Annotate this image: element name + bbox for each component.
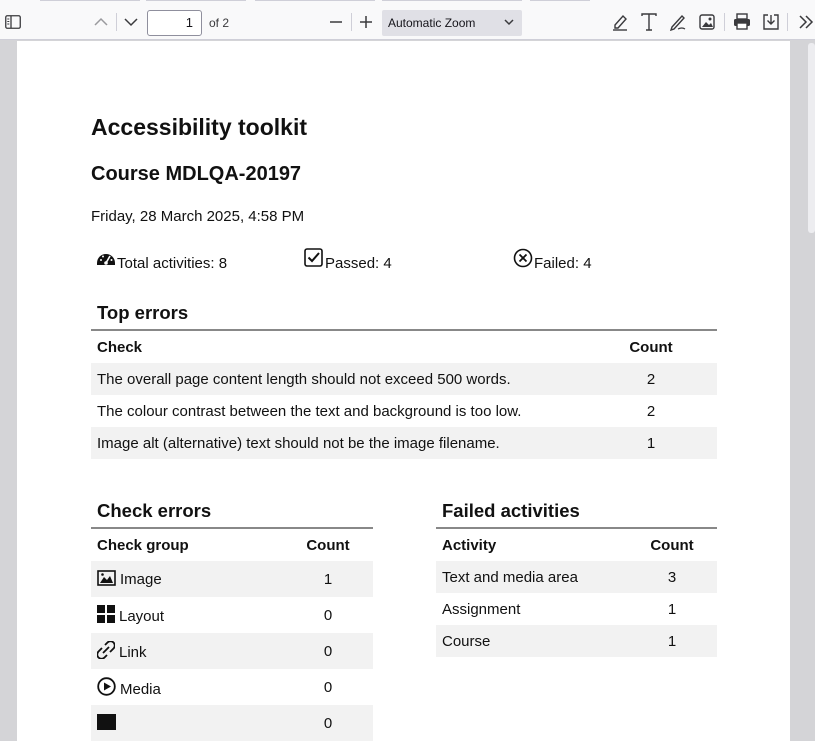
image-icon bbox=[97, 570, 116, 586]
activity-cell: Text and media area bbox=[436, 561, 627, 593]
table-row bbox=[91, 363, 717, 395]
text-button[interactable] bbox=[636, 9, 662, 35]
check-cell: The colour contrast between the text and background is too low. bbox=[91, 395, 585, 427]
toolbar-top-border bbox=[0, 0, 815, 5]
count-cell: 1 bbox=[283, 561, 373, 597]
count-cell: 2 bbox=[585, 395, 717, 427]
column-header-check-group: Check group bbox=[91, 528, 283, 561]
link-icon bbox=[97, 641, 115, 659]
toolbar-separator bbox=[724, 13, 725, 31]
column-header-count: Count bbox=[283, 528, 373, 561]
table-header-row bbox=[91, 330, 717, 363]
count-cell: 3 bbox=[627, 561, 717, 593]
scrollbar-thumb[interactable] bbox=[808, 43, 815, 233]
stat-failed bbox=[513, 248, 592, 272]
stat-total-label: Total activities: 8 bbox=[117, 255, 227, 272]
chevron-down-icon bbox=[504, 18, 514, 26]
sidebar-icon bbox=[5, 15, 21, 29]
failed-activities-title: Failed activities bbox=[442, 500, 580, 522]
check-group-cell bbox=[91, 561, 283, 597]
check-group-label: Link bbox=[119, 644, 147, 661]
check-errors-title: Check errors bbox=[97, 500, 211, 522]
print-button[interactable] bbox=[729, 9, 755, 35]
count-cell: 2 bbox=[585, 363, 717, 395]
highlight-button[interactable] bbox=[607, 9, 633, 35]
table-row bbox=[91, 705, 373, 741]
plus-icon bbox=[359, 15, 373, 29]
text-icon bbox=[641, 13, 657, 31]
stat-passed bbox=[304, 248, 392, 272]
stat-failed-label: Failed: 4 bbox=[534, 255, 592, 272]
count-cell: 1 bbox=[627, 593, 717, 625]
previous-page-button[interactable] bbox=[88, 9, 114, 35]
check-group-label: Media bbox=[120, 681, 161, 698]
zoom-select[interactable] bbox=[382, 10, 522, 36]
table-row bbox=[91, 395, 717, 427]
chevron-up-icon bbox=[94, 17, 108, 27]
check-errors-table bbox=[91, 527, 373, 741]
check-group-label: Layout bbox=[119, 608, 164, 625]
failed-activities-table bbox=[436, 527, 717, 657]
check-group-label: Image bbox=[120, 571, 162, 588]
activity-cell: Course bbox=[436, 625, 627, 657]
course-name: Course MDLQA-20197 bbox=[91, 163, 301, 186]
table-row bbox=[436, 561, 717, 593]
toolbar-separator bbox=[116, 13, 117, 31]
table-row bbox=[91, 561, 373, 597]
table-icon bbox=[97, 714, 116, 730]
top-errors-table bbox=[91, 329, 717, 459]
count-cell: 0 bbox=[283, 705, 373, 741]
more-tools-button[interactable] bbox=[793, 9, 815, 35]
table-header-row bbox=[91, 528, 373, 561]
table-row bbox=[91, 427, 717, 459]
gauge-icon bbox=[96, 248, 116, 268]
page-number-input[interactable]: 1 bbox=[147, 10, 202, 36]
column-header-activity: Activity bbox=[436, 528, 627, 561]
activity-cell: Assignment bbox=[436, 593, 627, 625]
toolbar-separator bbox=[787, 13, 788, 31]
sidebar-toggle-button[interactable] bbox=[0, 9, 26, 35]
x-circle-icon bbox=[513, 248, 533, 268]
double-chevron-right-icon bbox=[798, 15, 814, 29]
add-image-button[interactable] bbox=[694, 9, 720, 35]
check-group-cell bbox=[91, 669, 283, 705]
check-cell: The overall page content length should not exceed 500 words. bbox=[91, 363, 585, 395]
table-row bbox=[436, 625, 717, 657]
minus-icon bbox=[329, 15, 343, 29]
highlighter-icon bbox=[611, 13, 629, 31]
count-cell: 0 bbox=[283, 633, 373, 669]
download-icon bbox=[762, 13, 780, 31]
image-icon bbox=[699, 14, 715, 30]
count-cell: 1 bbox=[585, 427, 717, 459]
count-cell: 0 bbox=[283, 669, 373, 705]
count-cell: 0 bbox=[283, 597, 373, 633]
chevron-down-icon bbox=[124, 17, 138, 27]
top-errors-title: Top errors bbox=[97, 302, 188, 324]
table-row bbox=[91, 669, 373, 705]
page-count-label: of 2 bbox=[209, 16, 229, 30]
column-header-count: Count bbox=[585, 330, 717, 363]
pdf-page bbox=[17, 41, 790, 741]
next-page-button[interactable] bbox=[118, 9, 144, 35]
check-group-cell bbox=[91, 705, 283, 741]
table-row bbox=[436, 593, 717, 625]
table-row bbox=[91, 633, 373, 669]
toolbar-separator bbox=[351, 13, 352, 31]
zoom-select-value: Automatic Zoom bbox=[388, 16, 475, 30]
count-cell: 1 bbox=[627, 625, 717, 657]
save-button[interactable] bbox=[758, 9, 784, 35]
play-circle-icon bbox=[97, 677, 116, 696]
check-cell: Image alt (alternative) text should not be the image filename. bbox=[91, 427, 585, 459]
printer-icon bbox=[733, 13, 751, 31]
check-group-cell bbox=[91, 633, 283, 669]
check-group-cell bbox=[91, 597, 283, 633]
report-date: Friday, 28 March 2025, 4:58 PM bbox=[91, 208, 304, 225]
zoom-out-button[interactable] bbox=[323, 9, 349, 35]
table-row bbox=[91, 597, 373, 633]
column-header-count: Count bbox=[627, 528, 717, 561]
column-header-check: Check bbox=[91, 330, 585, 363]
table-header-row bbox=[436, 528, 717, 561]
pen-icon bbox=[669, 13, 687, 31]
report-title: Accessibility toolkit bbox=[91, 114, 307, 141]
layout-grid-icon bbox=[97, 605, 115, 623]
pdf-toolbar bbox=[0, 0, 815, 40]
zoom-in-button[interactable] bbox=[353, 9, 379, 35]
stat-passed-label: Passed: 4 bbox=[325, 255, 392, 272]
draw-button[interactable] bbox=[665, 9, 691, 35]
checkbox-checked-icon bbox=[304, 248, 324, 268]
stat-total-activities bbox=[96, 248, 227, 272]
